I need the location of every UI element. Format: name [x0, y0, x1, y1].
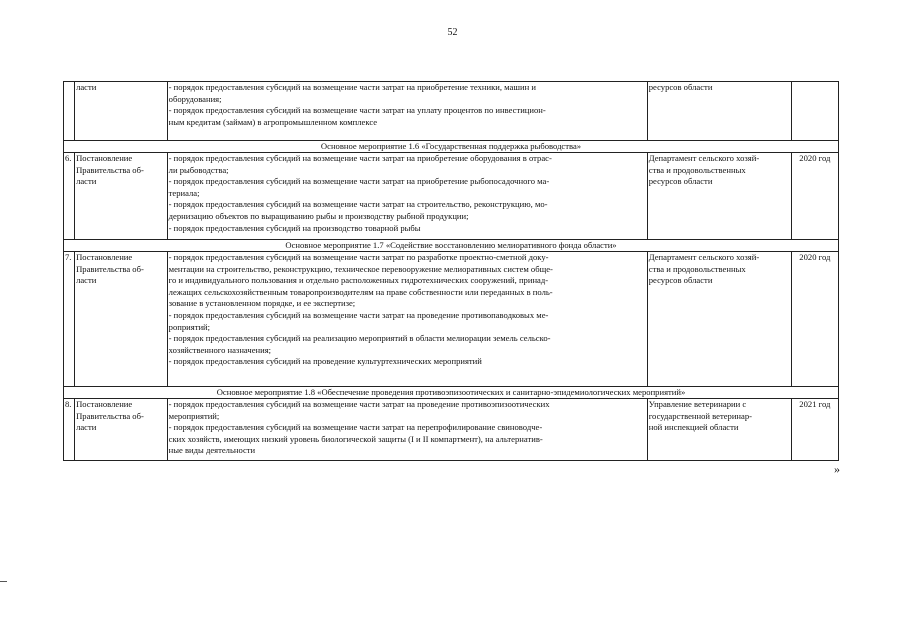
- description-line: лежащих сельскохозяйственным товаропроизводителям на праве собственности или переданных в поль-: [168, 286, 553, 297]
- description-line: роприятий;: [168, 321, 211, 332]
- description-line: хозяйственного назначения;: [168, 344, 272, 355]
- table-row: [64, 252, 839, 387]
- table-row: [64, 82, 839, 141]
- description-line: териала;: [168, 187, 200, 198]
- description-line: - порядок предоставления субсидий на возмещение части затрат на перепрофилирование свиноводче-: [168, 422, 543, 433]
- description-line: ских хозяйств, имеющих низкий уровень биологической защиты (I и II компартмент), на альтернатив-: [168, 433, 543, 444]
- executor: Департамент сельского хозяй- ства и продовольственных ресурсов области: [647, 252, 791, 387]
- row-number: [64, 82, 75, 141]
- description-line: - порядок предоставления субсидий на возмещение части затрат по разработке проектно-сметной доку-: [168, 252, 549, 262]
- row-description: [167, 153, 647, 240]
- description-line: го и индивидуального пользования и отдельно расположенных гидротехнических сооружений, принад-: [168, 275, 549, 286]
- description-line: ли рыбоводства;: [168, 164, 229, 175]
- section-title-1-7: Основное мероприятие 1.7 «Содействие восстановлению мелиоративного фонда области»: [64, 240, 839, 252]
- description-line: оборудования;: [168, 93, 222, 104]
- description-line: - порядок предоставления субсидий на производство товарной рыбы: [168, 222, 421, 233]
- section-title-1-8: Основное мероприятие 1.8 «Обеспечение проведения противоэпизоотических и санитарно-эпидемиологических мероприятий»: [64, 387, 839, 399]
- section-header-row: [64, 387, 839, 399]
- section-header-row: [64, 141, 839, 153]
- description-line: - порядок предоставления субсидий на проведение культуртехнических мероприятий: [168, 356, 482, 367]
- description-line: - порядок предоставления субсидий на возмещение части затрат на строительство, реконструкцию, мо-: [168, 199, 548, 210]
- document-type: Постановление Правительства об- ласти: [75, 399, 168, 461]
- row-number: 6.: [64, 153, 75, 240]
- page-number: 52: [447, 27, 458, 38]
- description-line: - порядок предоставления субсидий на возмещение части затрат на проведение противопаводковых ме-: [168, 309, 549, 320]
- row-number: 7.: [64, 252, 75, 387]
- closing-quote: »: [834, 462, 840, 476]
- description-line: - порядок предоставления субсидий на возмещение части затрат на проведение противоэпизоотических: [168, 399, 550, 409]
- row-description: [167, 252, 647, 387]
- document-type: Постановление Правительства об- ласти: [75, 252, 168, 387]
- description-line: - порядок предоставления субсидий на возмещение части затрат на приобретение рыбопосадочного ма-: [168, 176, 550, 187]
- description-line: - порядок предоставления субсидий на возмещение части затрат на приобретение оборудования в отрас-: [168, 153, 552, 163]
- table-row: [64, 153, 839, 240]
- measures-table: [63, 81, 839, 461]
- section-title-1-6: Основное мероприятие 1.6 «Государственная поддержка рыбоводства»: [64, 141, 839, 153]
- deadline: 2021 год: [791, 399, 838, 461]
- table-row: [64, 399, 839, 461]
- section-header-row: [64, 240, 839, 252]
- row-description: [167, 399, 647, 461]
- document-type: Постановление Правительства об- ласти: [75, 153, 168, 240]
- row-description: [167, 82, 647, 141]
- executor: Департамент сельского хозяй- ства и продовольственных ресурсов области: [647, 153, 791, 240]
- executor: ресурсов области: [647, 82, 791, 141]
- deadline: 2020 год: [791, 252, 838, 387]
- description-line: ные виды деятельности: [168, 445, 256, 456]
- executor: Управление ветеринарии с государственной ветеринар- ной инспекцией области: [647, 399, 791, 461]
- description-line: ным кредитам (займам) в агропромышленном комплексе: [168, 116, 378, 127]
- description-line: зование в установленном порядке, и ее экспертизе;: [168, 298, 356, 309]
- deadline: 2020 год: [791, 153, 838, 240]
- margin-mark: [0, 581, 7, 582]
- description-line: мероприятий;: [168, 410, 220, 421]
- description-line: ментации на строительство, реконструкцию, техническое перевооружение мелиоративных систем обще-: [168, 263, 553, 274]
- description-line: - порядок предоставления субсидий на реализацию мероприятий в области мелиорации земель сельско-: [168, 333, 551, 344]
- row-number: 8.: [64, 399, 75, 461]
- document-type: ласти: [75, 82, 168, 141]
- description-line: - порядок предоставления субсидий на возмещение части затрат на уплату процентов по инвестицион-: [168, 105, 546, 116]
- description-line: дернизацию объектов по выращиванию рыбы и производству рыбной продукции;: [168, 210, 469, 221]
- description-line: - порядок предоставления субсидий на возмещение части затрат на приобретение техники, машин и: [168, 82, 536, 92]
- deadline: [791, 82, 838, 141]
